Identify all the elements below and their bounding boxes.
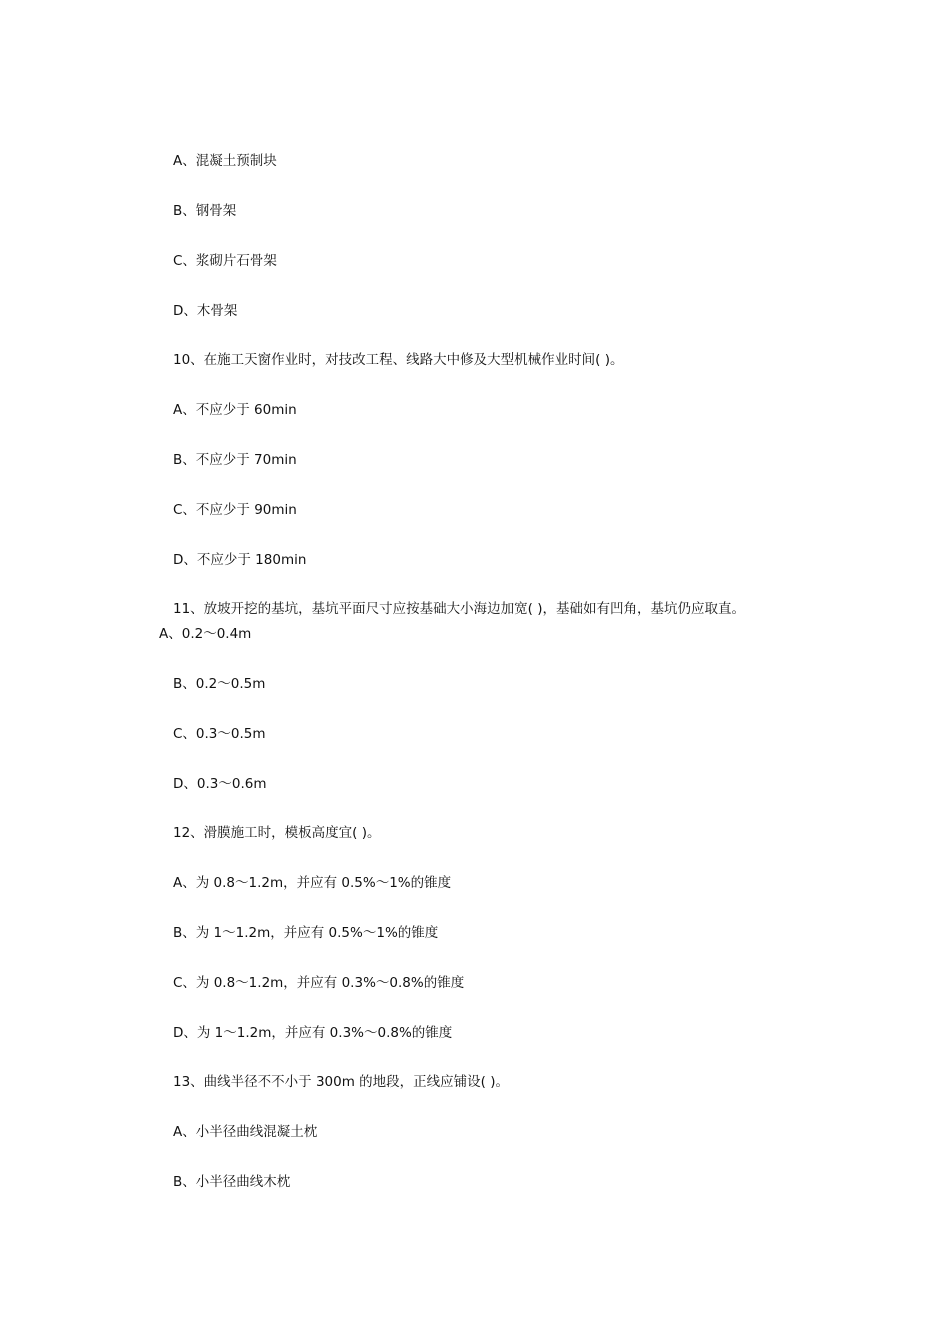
option-a-q13: A、小半径曲线混凝土枕 [173,1124,318,1140]
option-d-q10: D、不应少于 180min [173,552,307,568]
question-13: 13、曲线半径不不小于 300m 的地段，正线应铺设( )。 [173,1074,510,1090]
option-d-q12: D、为 1～1.2m，并应有 0.3%～0.8%的锥度 [173,1025,453,1041]
question-11: 11、放坡开挖的基坑，基坑平面尺寸应按基础大小海边加宽( )，基础如有凹角，基坑仍应取直。 [173,601,746,617]
option-c-q12: C、为 0.8～1.2m，并应有 0.3%～0.8%的锥度 [173,975,465,991]
option-c-q9: C、浆砌片石骨架 [173,253,277,269]
option-c-q10: C、不应少于 90min [173,502,297,518]
option-c-q11: C、0.3～0.5m [173,726,266,742]
option-a-q11: A、0.2～0.4m [159,626,252,642]
option-a-q12: A、为 0.8～1.2m，并应有 0.5%～1%的锥度 [173,875,452,891]
option-d-q11: D、0.3～0.6m [173,776,267,792]
question-10: 10、在施工天窗作业时，对技改工程、线路大中修及大型机械作业时间( )。 [173,352,624,368]
option-a-q10: A、不应少于 60min [173,402,297,418]
option-b-q9: B、钢骨架 [173,203,237,219]
option-a-q9: A、混凝土预制块 [173,153,277,169]
option-b-q11: B、0.2～0.5m [173,676,266,692]
option-d-q9: D、木骨架 [173,303,238,319]
option-b-q10: B、不应少于 70min [173,452,297,468]
option-b-q12: B、为 1～1.2m，并应有 0.5%～1%的锥度 [173,925,439,941]
option-b-q13: B、小半径曲线木枕 [173,1174,291,1190]
question-12: 12、滑膜施工时，模板高度宜( )。 [173,825,381,841]
